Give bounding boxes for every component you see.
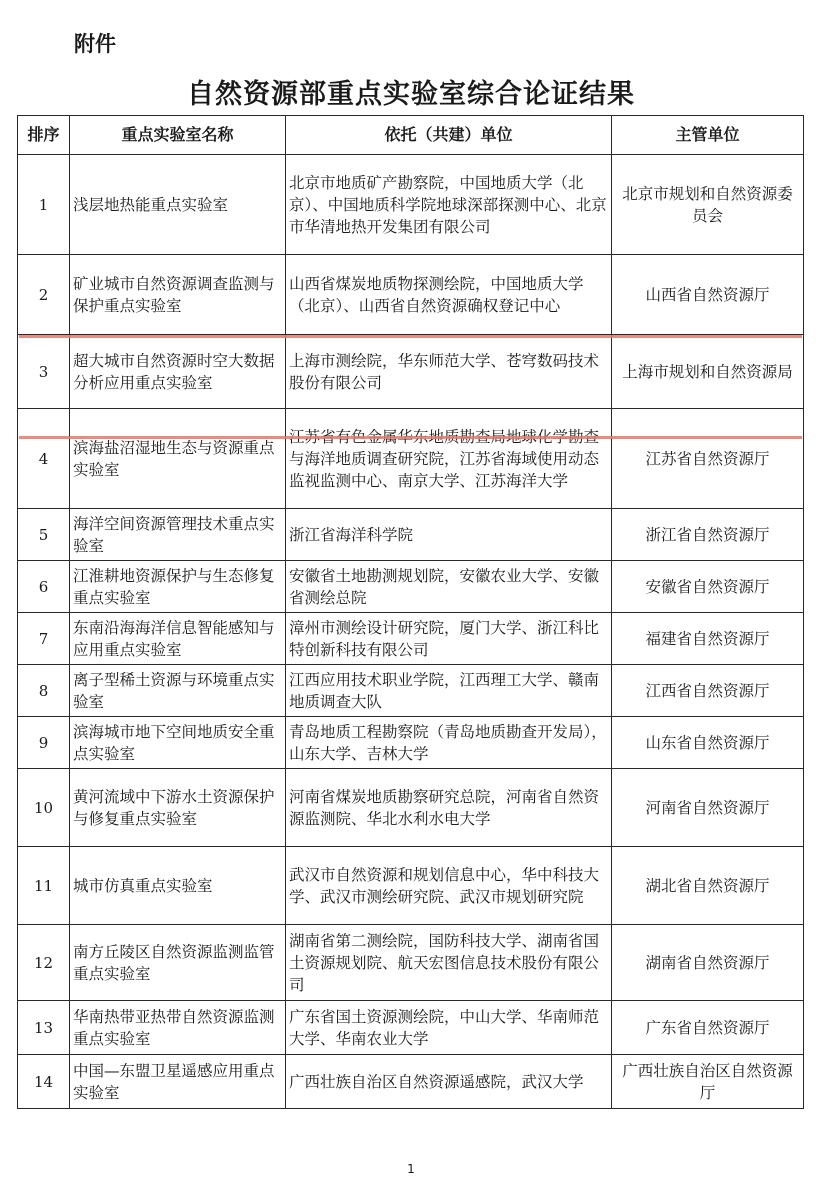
authority-cell: 北京市规划和自然资源委员会 — [612, 155, 804, 255]
attachment-label: 附件 — [74, 32, 116, 56]
lab-name-cell: 华南热带亚热带自然资源监测重点实验室 — [70, 1001, 286, 1055]
authority-cell: 山西省自然资源厅 — [612, 255, 804, 335]
authority-cell: 浙江省自然资源厅 — [612, 509, 804, 561]
host-unit-cell: 湖南省第二测绘院，国防科技大学、湖南省国土资源规划院、航天宏图信息技术股份有限公司 — [286, 925, 612, 1001]
header-name: 重点实验室名称 — [70, 116, 286, 155]
table-row — [18, 925, 804, 1001]
rank-cell: 1 — [18, 155, 70, 255]
lab-name-cell: 矿业城市自然资源调查监测与保护重点实验室 — [70, 255, 286, 335]
table-row — [18, 1001, 804, 1055]
table-row — [18, 335, 804, 409]
rank-cell: 13 — [18, 1001, 70, 1055]
lab-name-cell: 滨海盐沼湿地生态与资源重点实验室 — [70, 409, 286, 509]
host-unit-cell: 山西省煤炭地质物探测绘院，中国地质大学（北京）、山西省自然资源确权登记中心 — [286, 255, 612, 335]
header-rank: 排序 — [18, 116, 70, 155]
host-unit-cell: 河南省煤炭地质勘察研究总院，河南省自然资源监测院、华北水利水电大学 — [286, 769, 612, 847]
authority-cell: 河南省自然资源厅 — [612, 769, 804, 847]
page-title: 自然资源部重点实验室综合论证结果 — [187, 79, 635, 110]
rank-cell: 10 — [18, 769, 70, 847]
host-unit-cell: 安徽省土地勘测规划院，安徽农业大学、安徽省测绘总院 — [286, 561, 612, 613]
table-row — [18, 769, 804, 847]
rank-cell: 14 — [18, 1055, 70, 1109]
table-row — [18, 561, 804, 613]
host-unit-cell: 武汉市自然资源和规划信息中心，华中科技大学、武汉市测绘研究院、武汉市规划研究院 — [286, 847, 612, 925]
authority-cell: 湖北省自然资源厅 — [612, 847, 804, 925]
authority-cell: 广西壮族自治区自然资源厅 — [612, 1055, 804, 1109]
rank-cell: 8 — [18, 665, 70, 717]
host-unit-cell: 与海洋地质调查研究院，江苏省海域使用动态监视监测中心、南京大学、江苏海洋大学 — [286, 409, 612, 509]
rank-cell: 3 — [18, 335, 70, 409]
lab-name-cell: 浅层地热能重点实验室 — [70, 155, 286, 255]
rank-cell: 4 — [18, 409, 70, 509]
lab-name-cell: 滨海城市地下空间地质安全重点实验室 — [70, 717, 286, 769]
table-row — [18, 717, 804, 769]
table-row — [18, 613, 804, 665]
lab-name-cell: 海洋空间资源管理技术重点实验室 — [70, 509, 286, 561]
authority-cell: 广东省自然资源厅 — [612, 1001, 804, 1055]
host-unit-cell: 青岛地质工程勘察院（青岛地质勘查开发局），山东大学、吉林大学 — [286, 717, 612, 769]
lab-name-cell: 中国—东盟卫星遥感应用重点实验室 — [70, 1055, 286, 1109]
lab-name-cell: 东南沿海海洋信息智能感知与应用重点实验室 — [70, 613, 286, 665]
rank-cell: 5 — [18, 509, 70, 561]
host-unit-cell: 广西壮族自治区自然资源遥感院，武汉大学 — [286, 1055, 612, 1109]
lab-name-cell: 超大城市自然资源时空大数据分析应用重点实验室 — [70, 335, 286, 409]
lab-name-cell: 黄河流域中下游水土资源保护与修复重点实验室 — [70, 769, 286, 847]
rank-cell: 2 — [18, 255, 70, 335]
rank-cell: 6 — [18, 561, 70, 613]
authority-cell: 湖南省自然资源厅 — [612, 925, 804, 1001]
authority-cell: 江西省自然资源厅 — [612, 665, 804, 717]
authority-cell: 上海市规划和自然资源局 — [612, 335, 804, 409]
table-row — [18, 847, 804, 925]
authority-cell: 安徽省自然资源厅 — [612, 561, 804, 613]
highlight-line-top — [19, 335, 802, 338]
rank-cell: 9 — [18, 717, 70, 769]
results-table — [17, 115, 804, 1109]
header-unit: 依托（共建）单位 — [286, 116, 612, 155]
host-unit-cell: 浙江省海洋科学院 — [286, 509, 612, 561]
authority-cell: 福建省自然资源厅 — [612, 613, 804, 665]
table-row — [18, 155, 804, 255]
lab-name-cell: 江淮耕地资源保护与生态修复重点实验室 — [70, 561, 286, 613]
table-header-row — [18, 116, 804, 155]
page-number: 1 — [407, 1162, 415, 1176]
host-unit-cell: 北京市地质矿产勘察院，中国地质大学（北京）、中国地质科学院地球深部探测中心、北京市华清地热开发集团有限公司 — [286, 155, 612, 255]
host-unit-cell: 江西应用技术职业学院，江西理工大学、赣南地质调查大队 — [286, 665, 612, 717]
host-unit-cell: 上海市测绘院，华东师范大学、苍穹数码技术股份有限公司 — [286, 335, 612, 409]
rank-cell: 7 — [18, 613, 70, 665]
lab-name-cell: 城市仿真重点实验室 — [70, 847, 286, 925]
table-row — [18, 1055, 804, 1109]
rank-cell: 11 — [18, 847, 70, 925]
rank-cell: 12 — [18, 925, 70, 1001]
lab-name-cell: 离子型稀土资源与环境重点实验室 — [70, 665, 286, 717]
authority-cell: 江苏省自然资源厅 — [612, 409, 804, 509]
host-unit-cell: 广东省国土资源测绘院，中山大学、华南师范大学、华南农业大学 — [286, 1001, 612, 1055]
table-row — [18, 409, 804, 509]
lab-name-cell: 南方丘陵区自然资源监测监管重点实验室 — [70, 925, 286, 1001]
highlight-line-bottom — [19, 436, 802, 439]
header-authority: 主管单位 — [612, 116, 804, 155]
authority-cell: 山东省自然资源厅 — [612, 717, 804, 769]
host-unit-cell: 漳州市测绘设计研究院，厦门大学、浙江科比特创新科技有限公司 — [286, 613, 612, 665]
table-row — [18, 509, 804, 561]
table-row — [18, 665, 804, 717]
table-row — [18, 255, 804, 335]
